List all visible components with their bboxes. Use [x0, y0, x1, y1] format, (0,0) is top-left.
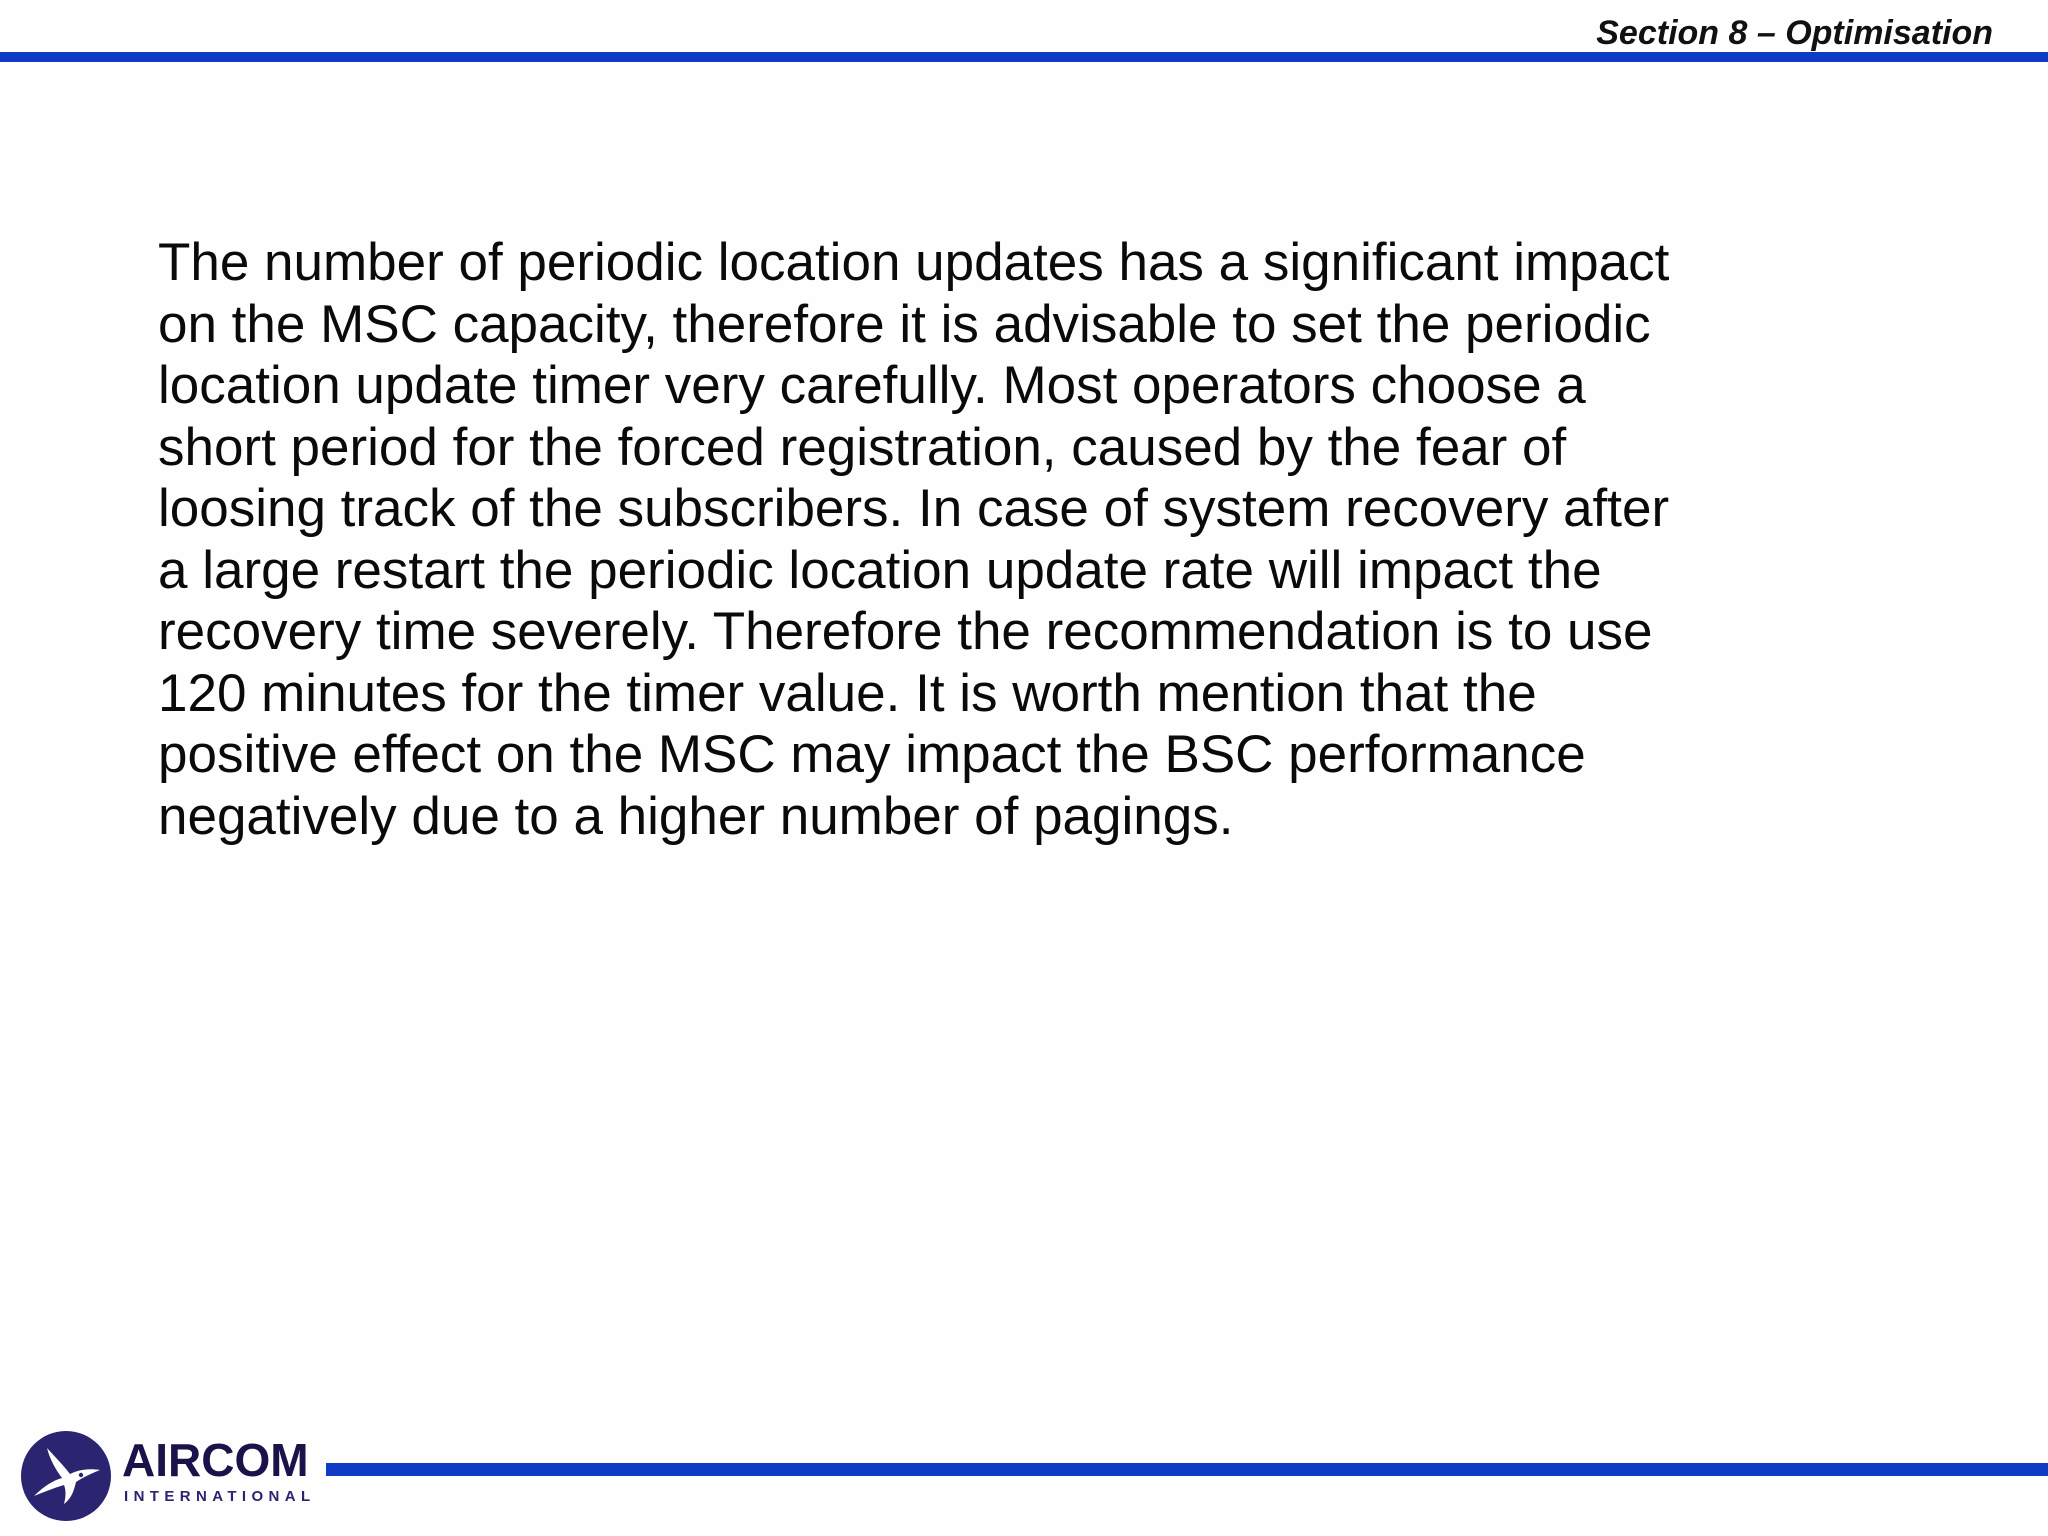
- logo-wordmark: AIRCOM: [122, 1434, 309, 1486]
- paragraph-line: a large restart the periodic location update rate will impact the: [158, 540, 1602, 600]
- paragraph-line: The number of periodic location updates has a significant impact: [158, 233, 1670, 292]
- paragraph-line: negatively due to a higher number of pagings.: [158, 786, 1234, 846]
- body-paragraph: [158, 232, 2000, 847]
- bird-emblem-icon: [20, 1430, 112, 1522]
- paragraph-line: 120 minutes for the timer value. It is worth mention that the: [158, 663, 1537, 723]
- aircom-logo: [20, 1430, 320, 1526]
- paragraph-line: positive effect on the MSC may impact the BSC performance: [158, 725, 1586, 784]
- logo-subtitle: INTERNATIONAL: [124, 1488, 316, 1505]
- footer-rule: [326, 1463, 2048, 1476]
- section-title: Section 8 – Optimisation: [1596, 14, 1993, 52]
- header-rule: [0, 52, 2048, 62]
- paragraph-line: recovery time severely. Therefore the recommendation is to use: [158, 602, 1653, 661]
- paragraph-line: short period for the forced registration, caused by the fear of: [158, 417, 1567, 477]
- paragraph-line: loosing track of the subscribers. In case of system recovery after: [158, 479, 1670, 538]
- paragraph-line: location update timer very carefully. Most operators choose a: [158, 356, 1586, 415]
- paragraph-line: on the MSC capacity, therefore it is advisable to set the periodic: [158, 294, 1651, 354]
